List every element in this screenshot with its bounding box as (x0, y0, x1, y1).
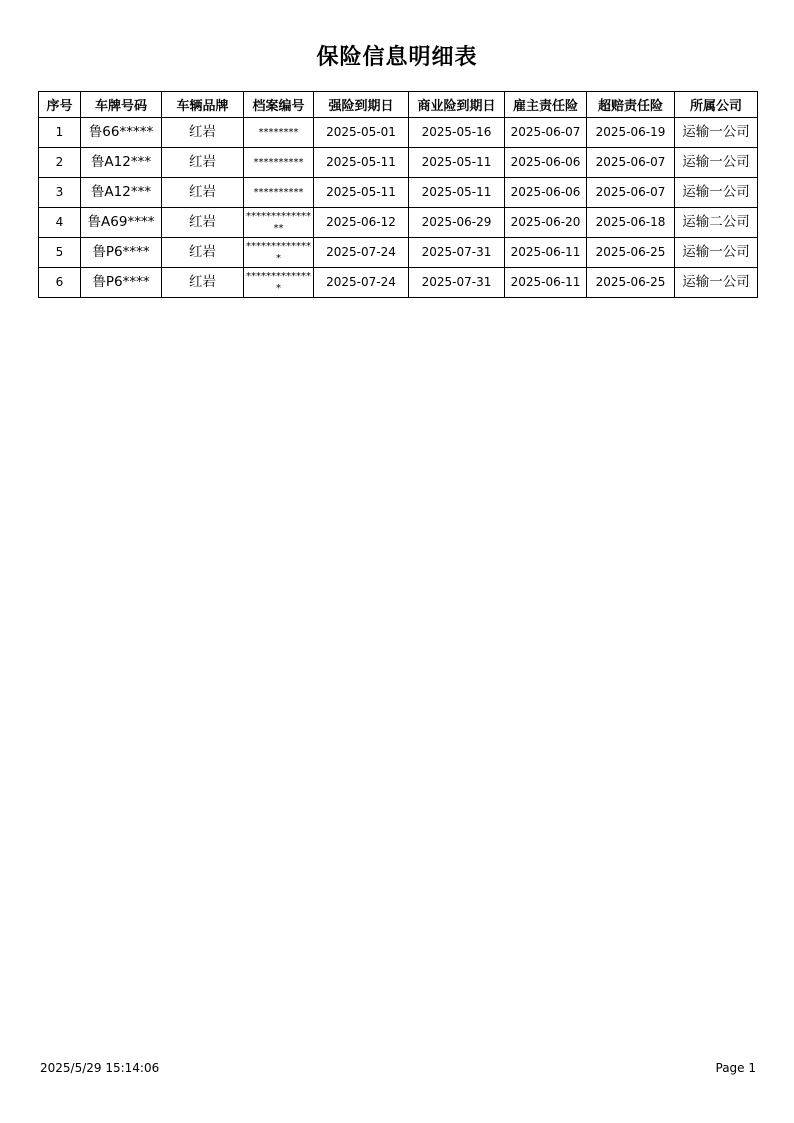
cell-archive: *************** (244, 208, 314, 238)
table-row (39, 238, 758, 268)
cell-archive: ******** (244, 118, 314, 148)
cell-employer-liability: 2025-06-06 (505, 148, 587, 178)
cell-brand: 红岩 (162, 178, 244, 208)
column-header-compulsory-expiry: 强险到期日 (314, 92, 409, 118)
cell-employer-liability: 2025-06-11 (505, 268, 587, 298)
column-header-brand: 车辆品牌 (162, 92, 244, 118)
cell-brand: 红岩 (162, 148, 244, 178)
cell-plate: 鲁A12*** (81, 148, 162, 178)
table-header-row (39, 92, 758, 118)
column-header-commercial-expiry: 商业险到期日 (409, 92, 505, 118)
cell-plate: 鲁A12*** (81, 178, 162, 208)
column-header-plate: 车牌号码 (81, 92, 162, 118)
cell-excess-liability: 2025-06-07 (587, 148, 675, 178)
column-header-index: 序号 (39, 92, 81, 118)
table-row (39, 178, 758, 208)
cell-brand: 红岩 (162, 238, 244, 268)
cell-archive: ************** (244, 238, 314, 268)
cell-commercial-expiry: 2025-05-16 (409, 118, 505, 148)
cell-brand: 红岩 (162, 208, 244, 238)
cell-plate: 鲁P6**** (81, 268, 162, 298)
cell-compulsory-expiry: 2025-05-01 (314, 118, 409, 148)
column-header-archive: 档案编号 (244, 92, 314, 118)
cell-excess-liability: 2025-06-07 (587, 178, 675, 208)
cell-compulsory-expiry: 2025-06-12 (314, 208, 409, 238)
cell-index: 3 (39, 178, 81, 208)
footer-page-number: Page 1 (715, 1061, 756, 1075)
cell-commercial-expiry: 2025-07-31 (409, 238, 505, 268)
cell-company: 运输一公司 (675, 148, 758, 178)
cell-archive: ********** (244, 148, 314, 178)
cell-index: 2 (39, 148, 81, 178)
cell-compulsory-expiry: 2025-07-24 (314, 238, 409, 268)
cell-brand: 红岩 (162, 118, 244, 148)
cell-index: 1 (39, 118, 81, 148)
cell-commercial-expiry: 2025-06-29 (409, 208, 505, 238)
table-row (39, 118, 758, 148)
cell-plate: 鲁P6**** (81, 238, 162, 268)
cell-employer-liability: 2025-06-07 (505, 118, 587, 148)
cell-compulsory-expiry: 2025-05-11 (314, 148, 409, 178)
cell-archive: ************** (244, 268, 314, 298)
cell-excess-liability: 2025-06-18 (587, 208, 675, 238)
table-row (39, 268, 758, 298)
cell-excess-liability: 2025-06-19 (587, 118, 675, 148)
cell-excess-liability: 2025-06-25 (587, 238, 675, 268)
cell-company: 运输一公司 (675, 238, 758, 268)
table-row (39, 208, 758, 238)
cell-commercial-expiry: 2025-05-11 (409, 148, 505, 178)
table-row (39, 148, 758, 178)
cell-brand: 红岩 (162, 268, 244, 298)
cell-compulsory-expiry: 2025-05-11 (314, 178, 409, 208)
cell-employer-liability: 2025-06-20 (505, 208, 587, 238)
footer-timestamp: 2025/5/29 15:14:06 (40, 1061, 160, 1075)
cell-company: 运输一公司 (675, 268, 758, 298)
cell-index: 4 (39, 208, 81, 238)
cell-compulsory-expiry: 2025-07-24 (314, 268, 409, 298)
cell-plate: 鲁A69**** (81, 208, 162, 238)
cell-employer-liability: 2025-06-06 (505, 178, 587, 208)
column-header-excess-liability: 超赔责任险 (587, 92, 675, 118)
column-header-company: 所属公司 (675, 92, 758, 118)
insurance-table (38, 91, 758, 298)
page-title: 保险信息明细表 (316, 44, 478, 70)
cell-excess-liability: 2025-06-25 (587, 268, 675, 298)
cell-archive: ********** (244, 178, 314, 208)
cell-employer-liability: 2025-06-11 (505, 238, 587, 268)
cell-index: 5 (39, 238, 81, 268)
cell-plate: 鲁66***** (81, 118, 162, 148)
cell-index: 6 (39, 268, 81, 298)
column-header-employer-liability: 雇主责任险 (505, 92, 587, 118)
cell-company: 运输二公司 (675, 208, 758, 238)
cell-company: 运输一公司 (675, 178, 758, 208)
cell-commercial-expiry: 2025-07-31 (409, 268, 505, 298)
cell-company: 运输一公司 (675, 118, 758, 148)
cell-commercial-expiry: 2025-05-11 (409, 178, 505, 208)
